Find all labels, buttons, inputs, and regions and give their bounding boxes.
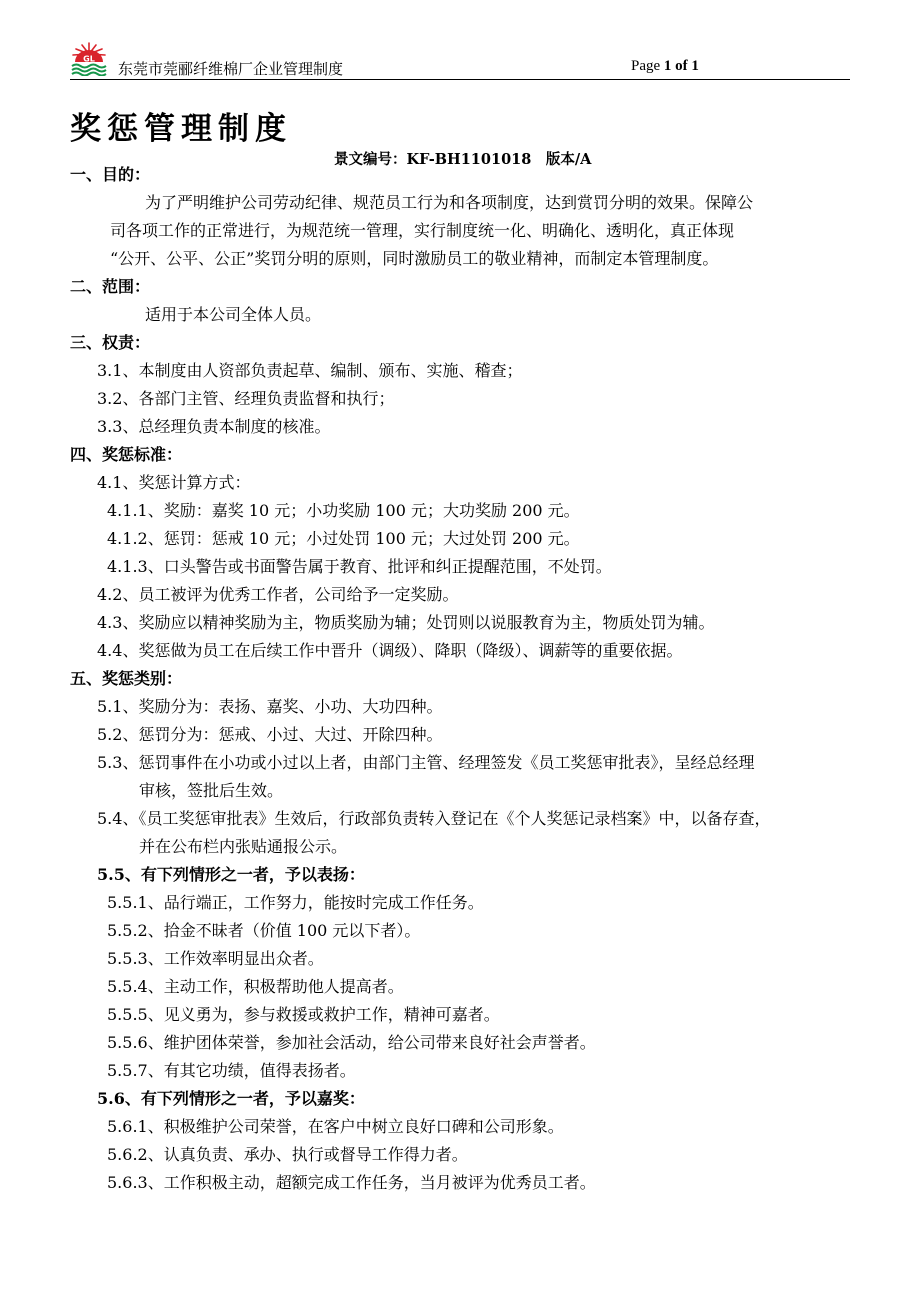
section-heading: 五、奖惩类别： bbox=[70, 669, 183, 688]
body-line: 5.5.5、见义勇为，参与救援或救护工作，精神可嘉者。 bbox=[107, 1005, 500, 1024]
body-line: “公开、公平、公正”奖罚分明的原则，同时激励员工的敬业精神，而制定本管理制度。 bbox=[110, 249, 719, 268]
page-prefix: Page bbox=[631, 58, 661, 74]
body-line: 5.5.2、拾金不昧者（价值 100 元以下者）。 bbox=[107, 921, 421, 940]
section-heading: 5.5、有下列情形之一者，予以表扬： bbox=[97, 865, 365, 884]
section-heading: 三、权责： bbox=[70, 333, 151, 352]
body-line: 5.6.1、积极维护公司荣誉，在客户中树立良好口碑和公司形象。 bbox=[107, 1117, 564, 1136]
body-line: 4.3、奖励应以精神奖励为主，物质奖励为辅；处罚则以说服教育为主，物质处罚为辅。 bbox=[97, 613, 715, 632]
body-line: 4.1.3、口头警告或书面警告属于教育、批评和纠正提醒范围，不处罚。 bbox=[107, 557, 612, 576]
section-heading: 二、范围： bbox=[70, 277, 151, 296]
body-line: 为了严明维护公司劳动纪律、规范员工行为和各项制度，达到赏罚分明的效果。保障公 bbox=[145, 193, 754, 212]
body-line: 5.5.7、有其它功绩，值得表扬者。 bbox=[107, 1061, 356, 1080]
body-line: 4.1、奖惩计算方式： bbox=[97, 473, 251, 492]
page-header bbox=[70, 40, 850, 80]
body-line: 5.1、奖励分为：表扬、嘉奖、小功、大功四种。 bbox=[97, 697, 443, 716]
body-line: 4.4、奖惩做为员工在后续工作中晋升（调级）、降职（降级）、调薪等的重要依据。 bbox=[97, 641, 683, 660]
body-line: 4.2、员工被评为优秀工作者，公司给予一定奖励。 bbox=[97, 585, 459, 604]
section-heading: 一、目的： bbox=[70, 165, 151, 184]
body-line: 5.5.6、维护团体荣誉，参加社会活动，给公司带来良好社会声誉者。 bbox=[107, 1033, 596, 1052]
page-current: 1 bbox=[663, 58, 672, 74]
body-line: 5.3、惩罚事件在小功或小过以上者，由部门主管、经理签发《员工奖惩审批表》，呈经总经理 bbox=[97, 753, 755, 772]
body-line: 5.5.3、工作效率明显出众者。 bbox=[107, 949, 324, 968]
company-name: 东莞市莞郦纤维棉厂企业管理制度 bbox=[118, 60, 344, 78]
body-line: 并在公布栏内张贴通报公示。 bbox=[139, 837, 348, 856]
section-heading: 5.6、有下列情形之一者，予以嘉奖： bbox=[97, 1089, 365, 1108]
body-line: 审核，签批后生效。 bbox=[139, 781, 284, 800]
page-total: 1 bbox=[691, 58, 699, 74]
body-line: 5.6.3、工作积极主动，超额完成工作任务，当月被评为优秀员工者。 bbox=[107, 1173, 596, 1192]
body-line: 3.2、各部门主管、经理负责监督和执行； bbox=[97, 389, 395, 408]
page-of: of bbox=[675, 58, 688, 74]
body-line: 适用于本公司全体人员。 bbox=[145, 305, 322, 324]
body-line: 4.1.2、惩罚：惩戒 10 元；小过处罚 100 元；大过处罚 200 元。 bbox=[107, 529, 580, 548]
section-heading: 四、奖惩标准： bbox=[70, 445, 183, 464]
body-line: 5.2、惩罚分为：惩戒、小过、大过、开除四种。 bbox=[97, 725, 443, 744]
body-line: 5.5.1、品行端正，工作努力，能按时完成工作任务。 bbox=[107, 893, 484, 912]
header-divider bbox=[70, 79, 850, 80]
body-line: 3.3、总经理负责本制度的核准。 bbox=[97, 417, 331, 436]
body-line: 3.1、本制度由人资部负责起草、编制、颁布、实施、稽查； bbox=[97, 361, 523, 380]
body-line: 司各项工作的正常进行，为规范统一管理，实行制度统一化、明确化、透明化，真正体现 bbox=[110, 221, 735, 240]
body-line: 4.1.1、奖励：嘉奖 10 元；小功奖励 100 元；大功奖励 200 元。 bbox=[107, 501, 580, 520]
logo-lettering: GL bbox=[83, 54, 95, 64]
document-title: 奖惩管理制度 bbox=[70, 111, 292, 147]
company-logo-icon bbox=[70, 42, 108, 76]
document-number: 景文编号：KF-BH1101018 版本/A bbox=[334, 151, 592, 168]
body-line: 5.5.4、主动工作，积极帮助他人提高者。 bbox=[107, 977, 404, 996]
body-line: 5.6.2、认真负责、承办、执行或督导工作得力者。 bbox=[107, 1145, 468, 1164]
body-line: 5.4、《员工奖惩审批表》生效后，行政部负责转入登记在《个人奖惩记录档案》中，以备存查， bbox=[97, 809, 771, 828]
page-number bbox=[631, 58, 699, 75]
